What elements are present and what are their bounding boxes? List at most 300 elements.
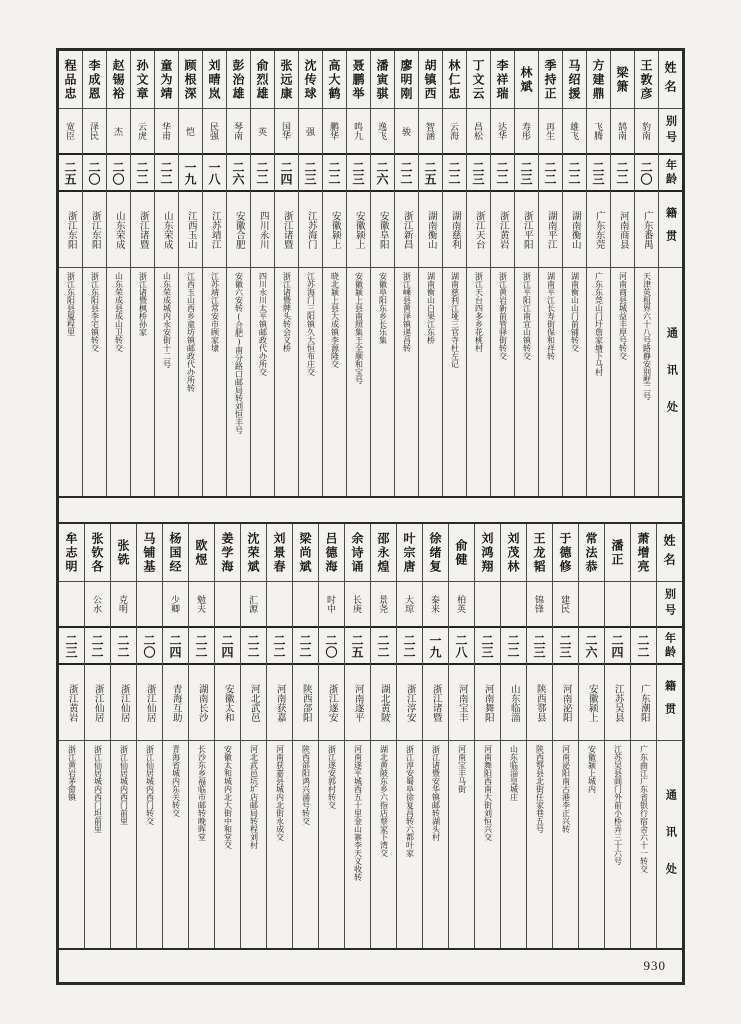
directory-table-bottom — [59, 522, 682, 950]
person-column — [188, 524, 214, 948]
person-name: 丁文云 — [471, 58, 485, 101]
person-age: 二二 — [443, 153, 466, 192]
person-alias: 泽民 — [83, 108, 106, 153]
person-alias: 汇源 — [241, 581, 266, 626]
person-age: 二六 — [371, 153, 394, 192]
person-address: 河南商县城益丰厚号转交 — [611, 267, 634, 496]
person-address: 江苏海门三阳镇久大恒布庄交 — [299, 267, 322, 496]
person-column — [59, 524, 84, 948]
person-alias: 国华 — [275, 108, 298, 153]
person-alias: 骏 — [395, 108, 418, 153]
person-native-place: 山东荣成 — [161, 210, 172, 249]
person-age: 一九 — [423, 626, 448, 665]
person-native-place: 山东临淄 — [508, 683, 519, 722]
person-address: 四川永川太平镇邮政代办所交 — [251, 267, 274, 496]
person-age: 二三 — [553, 626, 578, 665]
person-native-place: 陕西郃阳 — [300, 683, 311, 722]
table-header-column — [658, 51, 682, 496]
person-native-place: 浙江诸暨 — [137, 210, 148, 249]
person-column — [448, 524, 474, 948]
person-address: 江苏靖江常安市顾家埭 — [203, 267, 226, 496]
person-column — [514, 51, 538, 496]
person-age: 二二 — [155, 153, 178, 192]
person-address: 天津英租界六十八号路静安别墅二号 — [635, 267, 658, 496]
person-column — [202, 51, 226, 496]
person-native-place: 安徽颍上 — [329, 210, 340, 249]
person-age: 二三 — [59, 626, 84, 665]
person-age: 二二 — [491, 153, 514, 192]
person-native-place: 安徽阜阳 — [377, 210, 388, 249]
person-native-place: 安徽颍上 — [353, 210, 364, 249]
person-alias — [267, 581, 292, 626]
person-name: 常法恭 — [584, 531, 598, 574]
person-native-place: 浙江仙居 — [92, 683, 103, 722]
person-native-place: 安徽太和 — [222, 683, 233, 722]
person-name: 萧增亮 — [636, 531, 650, 574]
person-native-place: 安徽合肥 — [233, 210, 244, 249]
person-name: 季持正 — [543, 58, 557, 101]
person-native-place: 广东番禺 — [641, 210, 652, 249]
person-native-place: 浙江仙居 — [118, 683, 129, 722]
person-native-place: 江苏吴县 — [612, 683, 623, 722]
person-alias: 云海 — [443, 108, 466, 153]
person-address: 山东荣成县成山卫转交 — [107, 267, 130, 496]
person-name: 张远康 — [279, 58, 293, 101]
person-native-place: 江苏海门 — [305, 210, 316, 249]
person-column — [322, 51, 346, 496]
person-alias: 勉夫 — [189, 581, 214, 626]
person-native-place: 浙江仙居 — [144, 683, 155, 722]
person-age: 二三 — [347, 153, 370, 192]
person-alias — [215, 581, 240, 626]
person-address: 浙江黄岩新前管驿街转交 — [491, 267, 514, 496]
person-native-place: 湖南长沙 — [196, 683, 207, 722]
person-address: 浙江天台四多乡花桃村 — [467, 267, 490, 496]
person-name: 程品忠 — [63, 58, 77, 101]
person-native-place: 广东东莞 — [593, 210, 604, 249]
person-address: 河南宝丰马街 — [449, 740, 474, 948]
person-age: 二二 — [501, 626, 526, 665]
person-name: 潘正 — [610, 538, 624, 567]
person-alias: 鸣九 — [347, 108, 370, 153]
header-age: 年龄 — [657, 626, 682, 665]
person-native-place: 浙江黄岩 — [66, 683, 77, 722]
person-age: 二二 — [111, 626, 136, 665]
person-age: 二二 — [251, 153, 274, 192]
person-alias — [137, 581, 162, 626]
person-age: 二八 — [449, 626, 474, 665]
person-native-place: 四川永川 — [257, 210, 268, 249]
person-age: 二四 — [163, 626, 188, 665]
person-name: 俞健 — [454, 538, 468, 567]
person-column — [274, 51, 298, 496]
person-age: 二二 — [539, 153, 562, 192]
person-column — [562, 51, 586, 496]
person-native-place: 浙江天台 — [473, 210, 484, 249]
person-native-place: 浙江黄岩 — [497, 210, 508, 249]
person-name: 刘晴岚 — [207, 58, 221, 101]
person-name: 沈传球 — [303, 58, 317, 101]
person-address: 浙江诸暨枫桥孙家 — [131, 267, 154, 496]
person-age: 二四 — [605, 626, 630, 665]
person-age: 二二 — [397, 626, 422, 665]
person-column — [394, 51, 418, 496]
header-age: 年龄 — [659, 153, 682, 192]
person-column — [136, 524, 162, 948]
person-name: 马绍援 — [567, 58, 581, 101]
person-column — [418, 51, 442, 496]
person-column — [130, 51, 154, 496]
person-native-place: 湖北黄陂 — [378, 683, 389, 722]
person-address: 湖北黄陂东乡六指店蔡家下湾交 — [371, 740, 396, 948]
person-native-place: 江西玉山 — [185, 210, 196, 249]
person-age: 二二 — [267, 626, 292, 665]
person-native-place: 河南商县 — [617, 210, 628, 249]
person-address: 江苏吴县阊门外前小桥弄三十六号 — [605, 740, 630, 948]
person-name: 孙文章 — [135, 58, 149, 101]
person-age: 二二 — [631, 626, 656, 665]
person-age: 二二 — [189, 626, 214, 665]
person-alias: 雄飞 — [563, 108, 586, 153]
directory-table-top — [59, 51, 682, 498]
table-gap — [59, 498, 682, 522]
person-alias — [605, 581, 630, 626]
person-address: 晓北颍上县大成镇李源隆交 — [323, 267, 346, 496]
person-column — [250, 51, 274, 496]
person-name: 童为靖 — [159, 58, 173, 101]
person-column — [466, 51, 490, 496]
person-address: 浙江仙居城内西门坦前里 — [85, 740, 110, 948]
person-native-place: 河南获嘉 — [274, 683, 285, 722]
person-age: 二六 — [227, 153, 250, 192]
person-native-place: 河南宝丰 — [456, 683, 467, 722]
person-alias: 豹南 — [635, 108, 658, 153]
person-age: 二〇 — [107, 153, 130, 192]
person-name: 聂鹏举 — [351, 58, 365, 101]
person-native-place: 青海互助 — [170, 683, 181, 722]
person-alias: 恺 — [179, 108, 202, 153]
person-age: 二五 — [345, 626, 370, 665]
person-alias: 鹄南 — [611, 108, 634, 153]
person-age: 二二 — [323, 153, 346, 192]
person-native-place: 江苏靖江 — [209, 210, 220, 249]
person-age: 二三 — [299, 153, 322, 192]
person-age: 二二 — [611, 153, 634, 192]
person-name: 欧煜 — [194, 538, 208, 567]
person-native-place: 湖南平江 — [545, 210, 556, 249]
person-address: 浙江诸暨牌头转会义桥 — [275, 267, 298, 496]
person-native-place: 浙江淳安 — [404, 683, 415, 722]
person-native-place: 广东潮阳 — [638, 683, 649, 722]
person-column — [344, 524, 370, 948]
person-address: 浙江仙居城内西门前里 — [111, 740, 136, 948]
person-age: 二二 — [241, 626, 266, 665]
person-alias — [579, 581, 604, 626]
person-column — [586, 51, 610, 496]
person-column — [214, 524, 240, 948]
page-number: 930 — [643, 958, 666, 973]
person-name: 林仁忠 — [447, 58, 461, 101]
person-age: 一八 — [203, 153, 226, 192]
person-age: 二〇 — [319, 626, 344, 665]
person-native-place: 浙江东阳 — [65, 210, 76, 249]
person-age: 二三 — [475, 626, 500, 665]
person-address: 安徽六安转(合肥)南分路口邮局转刘恒丰号 — [227, 267, 250, 496]
person-alias: 柏英 — [449, 581, 474, 626]
person-age: 二〇 — [137, 626, 162, 665]
person-alias — [501, 581, 526, 626]
person-name: 廖明刚 — [399, 58, 413, 101]
person-name: 顾根深 — [183, 58, 197, 101]
page-footer — [59, 950, 682, 982]
person-address: 广东曲江广东省银行宿舍六十一转交 — [631, 740, 656, 948]
person-alias: 建民 — [553, 581, 578, 626]
person-address: 河南泌阳南古港李正兴转 — [553, 740, 578, 948]
person-name: 梁尚斌 — [298, 531, 312, 574]
person-address: 山东临淄皇城庄 — [501, 740, 526, 948]
person-name: 余诗诵 — [350, 531, 364, 574]
person-name: 牟志明 — [64, 531, 78, 574]
person-alias: 公水 — [85, 581, 110, 626]
person-column — [84, 524, 110, 948]
person-name: 彭治雄 — [231, 58, 245, 101]
person-native-place: 浙江诸暨 — [281, 210, 292, 249]
person-name: 张铣 — [116, 538, 130, 567]
person-name: 赵锡裕 — [111, 58, 125, 101]
person-age: 二二 — [131, 153, 154, 192]
person-column — [474, 524, 500, 948]
person-address: 江西玉山西乡童坊镇邮政代办所转 — [179, 267, 202, 496]
person-name: 俞烈雄 — [255, 58, 269, 101]
person-age: 二二 — [371, 626, 396, 665]
person-name: 杨国经 — [168, 531, 182, 574]
person-column — [370, 51, 394, 496]
person-alias: 逸飞 — [371, 108, 394, 153]
person-address: 浙江嵊县黄泽镇递昌转 — [395, 267, 418, 496]
person-native-place: 浙江遂安 — [326, 683, 337, 722]
person-alias: 长庚 — [345, 581, 370, 626]
person-address: 湖南平江长寿街保和祥转 — [539, 267, 562, 496]
person-native-place: 河北武邑 — [248, 683, 259, 722]
person-age: 二〇 — [83, 153, 106, 192]
person-column — [396, 524, 422, 948]
person-age: 二三 — [467, 153, 490, 192]
person-native-place: 浙江平阳 — [521, 210, 532, 249]
person-address: 浙江东阳县厦程里 — [59, 267, 82, 496]
person-column — [634, 51, 658, 496]
header-alias: 别号 — [657, 581, 682, 626]
person-alias: 鹏华 — [323, 108, 346, 153]
person-name: 张钦各 — [90, 531, 104, 574]
person-address: 陕西郃阳鸿兴涌号转交 — [293, 740, 318, 948]
person-column — [604, 524, 630, 948]
person-name: 梁箫 — [615, 65, 629, 94]
person-column — [298, 51, 322, 496]
person-name: 吕德海 — [324, 531, 338, 574]
person-name: 李祥瑞 — [495, 58, 509, 101]
person-address: 广东东莞山门圩詹家塘下马村 — [587, 267, 610, 496]
person-alias: 强 — [299, 108, 322, 153]
person-age: 一九 — [179, 153, 202, 192]
person-alias: 大琼 — [397, 581, 422, 626]
person-native-place: 浙江诸暨 — [430, 683, 441, 722]
person-native-place: 河南泌阳 — [560, 683, 571, 722]
person-age: 二三 — [515, 153, 538, 192]
person-name: 高大鹤 — [327, 58, 341, 101]
person-name: 王龙韬 — [532, 531, 546, 574]
person-name: 徐绪复 — [428, 531, 442, 574]
person-alias: 飞腾 — [587, 108, 610, 153]
person-column — [552, 524, 578, 948]
person-native-place: 浙江东阳 — [89, 210, 100, 249]
person-address: 河南遂平城西五十里金山寨李天义收转 — [345, 740, 370, 948]
person-address: 浙江遂安郭村转交 — [319, 740, 344, 948]
header-address: 通讯处 — [659, 267, 682, 496]
person-name: 林斌 — [519, 65, 533, 94]
person-address: 河南舞阳西南大街刘恒兴交 — [475, 740, 500, 948]
person-column — [266, 524, 292, 948]
person-column — [226, 51, 250, 496]
person-native-place: 浙江新昌 — [401, 210, 412, 249]
person-age: 二六 — [579, 626, 604, 665]
person-name: 方建鼎 — [591, 58, 605, 101]
person-alias: 少卿 — [163, 581, 188, 626]
table-header-column — [656, 524, 682, 948]
person-column — [630, 524, 656, 948]
person-alias: 云虎 — [131, 108, 154, 153]
person-alias: 时中 — [319, 581, 344, 626]
person-name: 刘景春 — [272, 531, 286, 574]
person-native-place: 陕西鄠县 — [534, 683, 545, 722]
person-address: 浙江黄岩茅畲镇 — [59, 740, 84, 948]
person-address: 青海省城内东关转交 — [163, 740, 188, 948]
person-column — [370, 524, 396, 948]
person-name: 刘鸿翔 — [480, 531, 494, 574]
person-column — [106, 51, 130, 496]
person-column — [318, 524, 344, 948]
person-address: 陕西鄠县北街任家巷五号 — [527, 740, 552, 948]
person-column — [610, 51, 634, 496]
person-address: 浙江诸暨安华镇邮转湖头村 — [423, 740, 448, 948]
person-alias: 克明 — [111, 581, 136, 626]
person-native-place: 湖南慈利 — [449, 210, 460, 249]
person-native-place: 安徽颍上 — [586, 683, 597, 722]
person-address: 长沙东乡福临市邮转晚晖堂 — [189, 740, 214, 948]
person-column — [500, 524, 526, 948]
person-column — [162, 524, 188, 948]
person-name: 邵永煌 — [376, 531, 390, 574]
person-address: 浙江仙居城内西门转交 — [137, 740, 162, 948]
header-name: 姓名 — [662, 533, 676, 572]
person-age: 二三 — [527, 626, 552, 665]
person-alias: 英 — [251, 108, 274, 153]
person-age: 二三 — [587, 153, 610, 192]
person-column — [59, 51, 82, 496]
person-age: 二四 — [275, 153, 298, 192]
header-native-place: 籍贯 — [663, 679, 676, 726]
person-address: 河南获嘉县城内北街永成交 — [267, 740, 292, 948]
header-name: 姓名 — [663, 60, 677, 99]
person-name: 于德修 — [558, 531, 572, 574]
person-age: 二二 — [563, 153, 586, 192]
page-frame — [56, 48, 685, 985]
header-alias: 别号 — [659, 108, 682, 153]
person-age: 二二 — [85, 626, 110, 665]
person-alias — [475, 581, 500, 626]
person-alias: 杰 — [107, 108, 130, 153]
person-column — [422, 524, 448, 948]
person-native-place: 湖南衡山 — [569, 210, 580, 249]
person-alias — [631, 581, 656, 626]
person-age: 二四 — [215, 626, 240, 665]
person-name: 姜学海 — [220, 531, 234, 574]
person-alias: 寿彤 — [515, 108, 538, 153]
person-column — [526, 524, 552, 948]
person-address: 安徽阜阳东乡长乐集 — [371, 267, 394, 496]
person-alias: 景尧 — [371, 581, 396, 626]
person-column — [292, 524, 318, 948]
person-address: 浙江平阳江南宜山镇转交 — [515, 267, 538, 496]
person-name: 沈荣斌 — [246, 531, 260, 574]
person-name: 叶宗唐 — [402, 531, 416, 574]
person-address: 安徽颍上县南照集王全顺和宝号 — [347, 267, 370, 496]
person-age: 二二 — [293, 626, 318, 665]
person-column — [578, 524, 604, 948]
person-name: 王敦彦 — [639, 58, 653, 101]
person-alias: 华甫 — [155, 108, 178, 153]
person-address: 湖南衡山山门前铺转交 — [563, 267, 586, 496]
person-column — [178, 51, 202, 496]
person-name: 潘寅骐 — [375, 58, 389, 101]
person-native-place: 山东荣成 — [113, 210, 124, 249]
person-address: 浙江东阳县李宅镇转交 — [83, 267, 106, 496]
person-column — [82, 51, 106, 496]
person-age: 二二 — [395, 153, 418, 192]
person-alias: 智涵 — [419, 108, 442, 153]
person-name: 马铺基 — [142, 531, 156, 574]
person-alias: 宽臣 — [59, 108, 82, 153]
person-address: 安徽颍上城内 — [579, 740, 604, 948]
person-name: 胡镇西 — [423, 58, 437, 101]
person-address: 湖南慈利江垭三官寺杜左记 — [443, 267, 466, 496]
person-native-place: 湖南衡山 — [425, 210, 436, 249]
person-address: 湖南衡山白果江东桥 — [419, 267, 442, 496]
person-alias — [59, 581, 84, 626]
person-name: 刘茂林 — [506, 531, 520, 574]
person-alias: 锦锋 — [527, 581, 552, 626]
person-address: 河北武邑坑圹店邮局转程刘村 — [241, 740, 266, 948]
person-column — [490, 51, 514, 496]
person-column — [346, 51, 370, 496]
person-age: 二〇 — [635, 153, 658, 192]
person-age: 二五 — [419, 153, 442, 192]
person-native-place: 河南遂平 — [352, 683, 363, 722]
person-alias: 昌松 — [467, 108, 490, 153]
person-column — [110, 524, 136, 948]
person-alias — [293, 581, 318, 626]
person-alias: 琴南 — [227, 108, 250, 153]
person-address: 安徽太和城内北大街中和堂交 — [215, 740, 240, 948]
person-column — [240, 524, 266, 948]
person-column — [538, 51, 562, 496]
person-age: 二五 — [59, 153, 82, 192]
person-alias: 达华 — [491, 108, 514, 153]
person-name: 李成恩 — [87, 58, 101, 101]
person-column — [154, 51, 178, 496]
person-address: 山东荣成城内永安街十二号 — [155, 267, 178, 496]
person-address: 浙江淳安蜀阜徐复昌转六都叶家 — [397, 740, 422, 948]
person-alias: 民强 — [203, 108, 226, 153]
